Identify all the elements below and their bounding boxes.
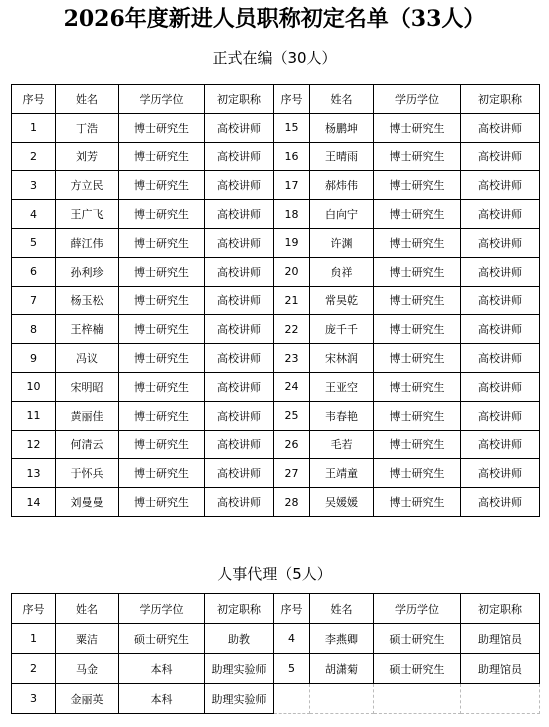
cell-seq: 19 — [274, 228, 310, 257]
cell-name: 王广飞 — [56, 200, 119, 229]
cell-education: 硕士研究生 — [119, 624, 205, 654]
cell-education: 博士研究生 — [374, 372, 461, 401]
cell-title: 高校讲师 — [205, 228, 274, 257]
cell-name: 杨玉松 — [56, 286, 119, 315]
cell-title: 高校讲师 — [205, 257, 274, 286]
cell-seq: 27 — [274, 459, 310, 488]
agency-staff-table — [11, 593, 540, 714]
table-row — [12, 459, 540, 488]
cell-education: 博士研究生 — [119, 488, 205, 517]
table-row — [12, 372, 540, 401]
cell-seq: 28 — [274, 488, 310, 517]
table-row — [12, 344, 540, 373]
cell-education: 博士研究生 — [119, 171, 205, 200]
cell-title: 高校讲师 — [205, 171, 274, 200]
cell-name: 郝炜伟 — [310, 171, 374, 200]
cell-name: 王靖童 — [310, 459, 374, 488]
cell-name: 白向宁 — [310, 200, 374, 229]
table-row — [12, 228, 540, 257]
table-row — [12, 286, 540, 315]
cell-education: 博士研究生 — [374, 401, 461, 430]
header-seq: 序号 — [274, 85, 310, 114]
cell-title: 高校讲师 — [205, 142, 274, 171]
cell-title: 高校讲师 — [205, 401, 274, 430]
header-education: 学历学位 — [374, 594, 461, 624]
cell-title: 高校讲师 — [461, 315, 540, 344]
cell-seq: 1 — [12, 624, 56, 654]
cell-education: 硕士研究生 — [374, 654, 461, 684]
table-row — [12, 257, 540, 286]
header-name: 姓名 — [310, 594, 374, 624]
cell-education: 博士研究生 — [119, 257, 205, 286]
cell-seq: 15 — [274, 113, 310, 142]
cell-education: 博士研究生 — [119, 430, 205, 459]
table-header-row — [12, 85, 540, 114]
cell-seq: 24 — [274, 372, 310, 401]
cell-seq: 11 — [12, 401, 56, 430]
cell-education: 博士研究生 — [374, 228, 461, 257]
cell-seq: 18 — [274, 200, 310, 229]
cell-education: 博士研究生 — [374, 200, 461, 229]
table-row — [12, 401, 540, 430]
header-education: 学历学位 — [119, 594, 205, 624]
cell-education: 博士研究生 — [119, 459, 205, 488]
header-seq: 序号 — [274, 594, 310, 624]
cell-education — [374, 684, 461, 714]
cell-name: 韦春艳 — [310, 401, 374, 430]
cell-name: 金丽英 — [56, 684, 119, 714]
cell-seq: 20 — [274, 257, 310, 286]
cell-name: 王亚空 — [310, 372, 374, 401]
cell-seq: 9 — [12, 344, 56, 373]
cell-name: 李燕卿 — [310, 624, 374, 654]
cell-name: 粟洁 — [56, 624, 119, 654]
cell-seq: 26 — [274, 430, 310, 459]
cell-education: 博士研究生 — [374, 142, 461, 171]
table-row — [12, 654, 540, 684]
cell-education: 本科 — [119, 684, 205, 714]
cell-title: 高校讲师 — [461, 286, 540, 315]
cell-education: 博士研究生 — [374, 113, 461, 142]
cell-name: 贠祥 — [310, 257, 374, 286]
cell-name: 刘芳 — [56, 142, 119, 171]
cell-name: 杨鹏坤 — [310, 113, 374, 142]
cell-title: 高校讲师 — [205, 344, 274, 373]
header-title: 初定职称 — [461, 85, 540, 114]
cell-title: 高校讲师 — [205, 200, 274, 229]
cell-education: 博士研究生 — [119, 286, 205, 315]
cell-name: 黄丽佳 — [56, 401, 119, 430]
table-row — [12, 171, 540, 200]
cell-title: 高校讲师 — [461, 430, 540, 459]
cell-title: 助理实验师 — [205, 684, 274, 714]
cell-seq: 8 — [12, 315, 56, 344]
cell-title: 高校讲师 — [205, 459, 274, 488]
cell-education: 博士研究生 — [119, 401, 205, 430]
cell-title — [461, 684, 540, 714]
cell-title: 高校讲师 — [461, 200, 540, 229]
cell-education: 博士研究生 — [374, 488, 461, 517]
cell-education: 博士研究生 — [374, 315, 461, 344]
cell-title: 高校讲师 — [461, 171, 540, 200]
cell-name: 何清云 — [56, 430, 119, 459]
header-name: 姓名 — [56, 85, 119, 114]
cell-seq: 16 — [274, 142, 310, 171]
cell-name: 丁浩 — [56, 113, 119, 142]
cell-title: 高校讲师 — [461, 113, 540, 142]
cell-seq: 4 — [12, 200, 56, 229]
cell-name: 常昊乾 — [310, 286, 374, 315]
cell-education: 博士研究生 — [119, 142, 205, 171]
cell-seq: 17 — [274, 171, 310, 200]
table-row — [12, 430, 540, 459]
cell-title: 高校讲师 — [205, 372, 274, 401]
cell-title: 高校讲师 — [205, 488, 274, 517]
cell-name: 薛江伟 — [56, 228, 119, 257]
cell-title: 高校讲师 — [205, 113, 274, 142]
cell-name: 吴媛媛 — [310, 488, 374, 517]
cell-education: 硕士研究生 — [374, 624, 461, 654]
cell-name: 王梓楠 — [56, 315, 119, 344]
cell-seq: 21 — [274, 286, 310, 315]
cell-name: 宋林润 — [310, 344, 374, 373]
cell-name: 王晴雨 — [310, 142, 374, 171]
cell-title: 高校讲师 — [461, 142, 540, 171]
header-name: 姓名 — [56, 594, 119, 624]
cell-education: 博士研究生 — [119, 200, 205, 229]
cell-seq: 5 — [274, 654, 310, 684]
table-row — [12, 142, 540, 171]
cell-education: 博士研究生 — [374, 257, 461, 286]
cell-seq: 2 — [12, 654, 56, 684]
header-title: 初定职称 — [205, 594, 274, 624]
cell-name: 许渊 — [310, 228, 374, 257]
cell-education: 博士研究生 — [119, 113, 205, 142]
header-education: 学历学位 — [374, 85, 461, 114]
cell-education: 博士研究生 — [119, 344, 205, 373]
table-header-row — [12, 594, 540, 624]
cell-seq: 5 — [12, 228, 56, 257]
cell-seq: 4 — [274, 624, 310, 654]
cell-seq: 13 — [12, 459, 56, 488]
cell-seq: 14 — [12, 488, 56, 517]
cell-seq: 2 — [12, 142, 56, 171]
section-subtitle-agency: 人事代理（5人） — [217, 565, 332, 583]
cell-seq: 22 — [274, 315, 310, 344]
cell-title: 高校讲师 — [461, 257, 540, 286]
page-title: 2026年度新进人员职称初定名单（33人） — [63, 6, 486, 32]
cell-seq: 3 — [12, 171, 56, 200]
header-education: 学历学位 — [119, 85, 205, 114]
cell-title: 助理馆员 — [461, 654, 540, 684]
cell-title: 高校讲师 — [461, 372, 540, 401]
table-row — [12, 684, 540, 714]
cell-seq: 6 — [12, 257, 56, 286]
cell-name: 于怀兵 — [56, 459, 119, 488]
cell-name: 方立民 — [56, 171, 119, 200]
cell-title: 高校讲师 — [461, 459, 540, 488]
cell-name: 刘曼曼 — [56, 488, 119, 517]
cell-education: 博士研究生 — [374, 286, 461, 315]
cell-seq: 10 — [12, 372, 56, 401]
cell-title: 高校讲师 — [461, 228, 540, 257]
cell-name: 毛若 — [310, 430, 374, 459]
cell-title: 助理馆员 — [461, 624, 540, 654]
cell-seq: 3 — [12, 684, 56, 714]
cell-title: 高校讲师 — [205, 430, 274, 459]
table-row — [12, 200, 540, 229]
cell-title: 高校讲师 — [205, 315, 274, 344]
cell-seq: 1 — [12, 113, 56, 142]
cell-name: 冯议 — [56, 344, 119, 373]
cell-seq — [274, 684, 310, 714]
cell-seq: 12 — [12, 430, 56, 459]
cell-name: 庞千千 — [310, 315, 374, 344]
header-seq: 序号 — [12, 594, 56, 624]
cell-education: 博士研究生 — [374, 430, 461, 459]
cell-name: 马金 — [56, 654, 119, 684]
cell-title: 高校讲师 — [205, 286, 274, 315]
header-title: 初定职称 — [461, 594, 540, 624]
cell-education: 博士研究生 — [374, 459, 461, 488]
cell-name: 孙利珍 — [56, 257, 119, 286]
cell-title: 助教 — [205, 624, 274, 654]
official-staff-table — [11, 84, 540, 517]
cell-education: 博士研究生 — [374, 171, 461, 200]
cell-seq: 23 — [274, 344, 310, 373]
header-title: 初定职称 — [205, 85, 274, 114]
header-name: 姓名 — [310, 85, 374, 114]
cell-education: 博士研究生 — [374, 344, 461, 373]
table-row — [12, 315, 540, 344]
cell-education: 博士研究生 — [119, 315, 205, 344]
section-subtitle-official: 正式在编（30人） — [212, 49, 337, 67]
cell-name: 胡潇菊 — [310, 654, 374, 684]
cell-title: 高校讲师 — [461, 401, 540, 430]
cell-title: 助理实验师 — [205, 654, 274, 684]
cell-seq: 25 — [274, 401, 310, 430]
cell-education: 博士研究生 — [119, 372, 205, 401]
cell-education: 博士研究生 — [119, 228, 205, 257]
cell-title: 高校讲师 — [461, 488, 540, 517]
table-row — [12, 488, 540, 517]
cell-seq: 7 — [12, 286, 56, 315]
cell-name — [310, 684, 374, 714]
table-row — [12, 624, 540, 654]
cell-name: 宋明昭 — [56, 372, 119, 401]
cell-title: 高校讲师 — [461, 344, 540, 373]
cell-education: 本科 — [119, 654, 205, 684]
header-seq: 序号 — [12, 85, 56, 114]
table-row — [12, 113, 540, 142]
